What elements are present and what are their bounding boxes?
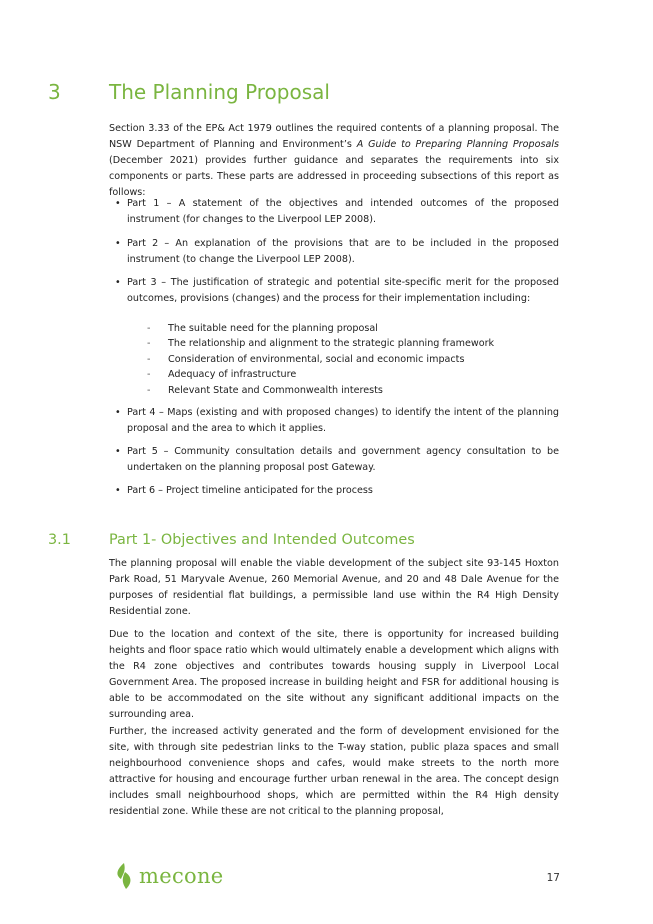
guide-title: A Guide to Preparing Planning Proposals	[356, 139, 559, 150]
list-item-text: Part 6 – Project timeline anticipated for the process	[127, 485, 373, 496]
list-item-part-1	[109, 196, 559, 228]
dash-marker: -	[147, 385, 151, 396]
sub-list-item-text: Adequacy of infrastructure	[168, 369, 297, 380]
dash-marker: -	[147, 323, 151, 334]
list-item-text: Part 4 – Maps (existing and with proposed changes) to identify the intent of the planning proposal and the area to which it applies.	[127, 407, 559, 434]
sub-list-item	[147, 336, 567, 352]
sub-list-item	[147, 367, 567, 383]
subsection-number: 3.1	[48, 532, 71, 548]
bullet-icon: •	[115, 198, 121, 209]
list-item-part-5	[109, 444, 559, 476]
paragraph-text: Further, the increased activity generated and the form of development envisioned for the site, with through site pedestrian links to the T-way station, public plaza spaces and small neighbourhood convenience shops and cafes, would make streets to the north more attractive for housing and encourage further urban renewal in the area. The concept design includes small neighbourhood shops, which are permitted within the R4 High density residential zone. While these are not critical to the planning proposal,	[109, 726, 559, 817]
paragraph-2	[109, 627, 559, 723]
bullet-icon: •	[115, 485, 121, 496]
subsection-title: Part 1- Objectives and Intended Outcomes	[109, 532, 415, 548]
bullet-icon: •	[115, 277, 121, 288]
list-item-text: Part 5 – Community consultation details and government agency consultation to be undertaken on the planning proposal post Gateway.	[127, 446, 559, 473]
sub-list-item-text: The suitable need for the planning proposal	[168, 323, 378, 334]
paragraph-text: The planning proposal will enable the viable development of the subject site 93-145 Hoxton Park Road, 51 Maryvale Avenue, 260 Memorial Avenue, and 20 and 48 Dale Avenue for the purposes of residential flat buildings, a permissible land use within the R4 High Density Residential zone.	[109, 558, 559, 617]
page-number: 17	[546, 872, 560, 884]
sub-list-item	[147, 352, 567, 368]
sub-list-item-text: The relationship and alignment to the strategic planning framework	[168, 338, 495, 349]
section-number: 3	[48, 80, 61, 104]
paragraph-1	[109, 556, 559, 620]
logo-wordmark: mecone	[139, 864, 224, 888]
paragraph-text: Due to the location and context of the site, there is opportunity for increased building heights and floor space ratio which would ultimately enable a development which aligns with the R4 zone objectives and contributes towards housing supply in Liverpool Local Government Area. The proposed increase in building height and FSR for additional housing is able to be accommodated on the site without any significant additional impacts on the surrounding area.	[109, 629, 559, 720]
sub-list-item-text: Relevant State and Commonwealth interests	[168, 385, 383, 396]
sub-list-item	[147, 383, 567, 399]
list-item-part-6	[109, 483, 559, 499]
list-item-part-2	[109, 236, 559, 268]
intro-text-2: (December 2021) provides further guidance and separates the requirements into six components or parts. These parts are addressed in proceeding subsections of this report as follows:	[109, 155, 559, 198]
dash-marker: -	[147, 369, 151, 380]
intro-paragraph	[109, 121, 559, 201]
list-item-text: Part 1 – A statement of the objectives and intended outcomes of the proposed instrument (for changes to the Liverpool LEP 2008).	[127, 198, 559, 225]
dash-marker: -	[147, 354, 151, 365]
list-item-part-4	[109, 405, 559, 437]
list-item-part-3	[109, 275, 559, 307]
sub-list-item-text: Consideration of environmental, social and economic impacts	[168, 354, 465, 365]
section-title: The Planning Proposal	[109, 80, 330, 104]
bullet-icon: •	[115, 238, 121, 249]
bullet-icon: •	[115, 407, 121, 418]
dash-marker: -	[147, 338, 151, 349]
paragraph-3	[109, 724, 559, 820]
sub-list-item	[147, 321, 567, 337]
list-item-text: Part 3 – The justification of strategic and potential site-specific merit for the proposed outcomes, provisions (changes) and the process for their implementation including:	[127, 277, 559, 304]
list-item-text: Part 2 – An explanation of the provisions that are to be included in the proposed instrument (to change the Liverpool LEP 2008).	[127, 238, 559, 265]
bullet-icon: •	[115, 446, 121, 457]
intro-text-1: Section 3.33 of the EP& Act 1979 outlines the required contents of a planning proposal. The NSW Department of Planning and Environment’s	[109, 123, 559, 150]
mecone-logo	[113, 862, 224, 890]
mecone-leaf-icon	[113, 862, 135, 890]
